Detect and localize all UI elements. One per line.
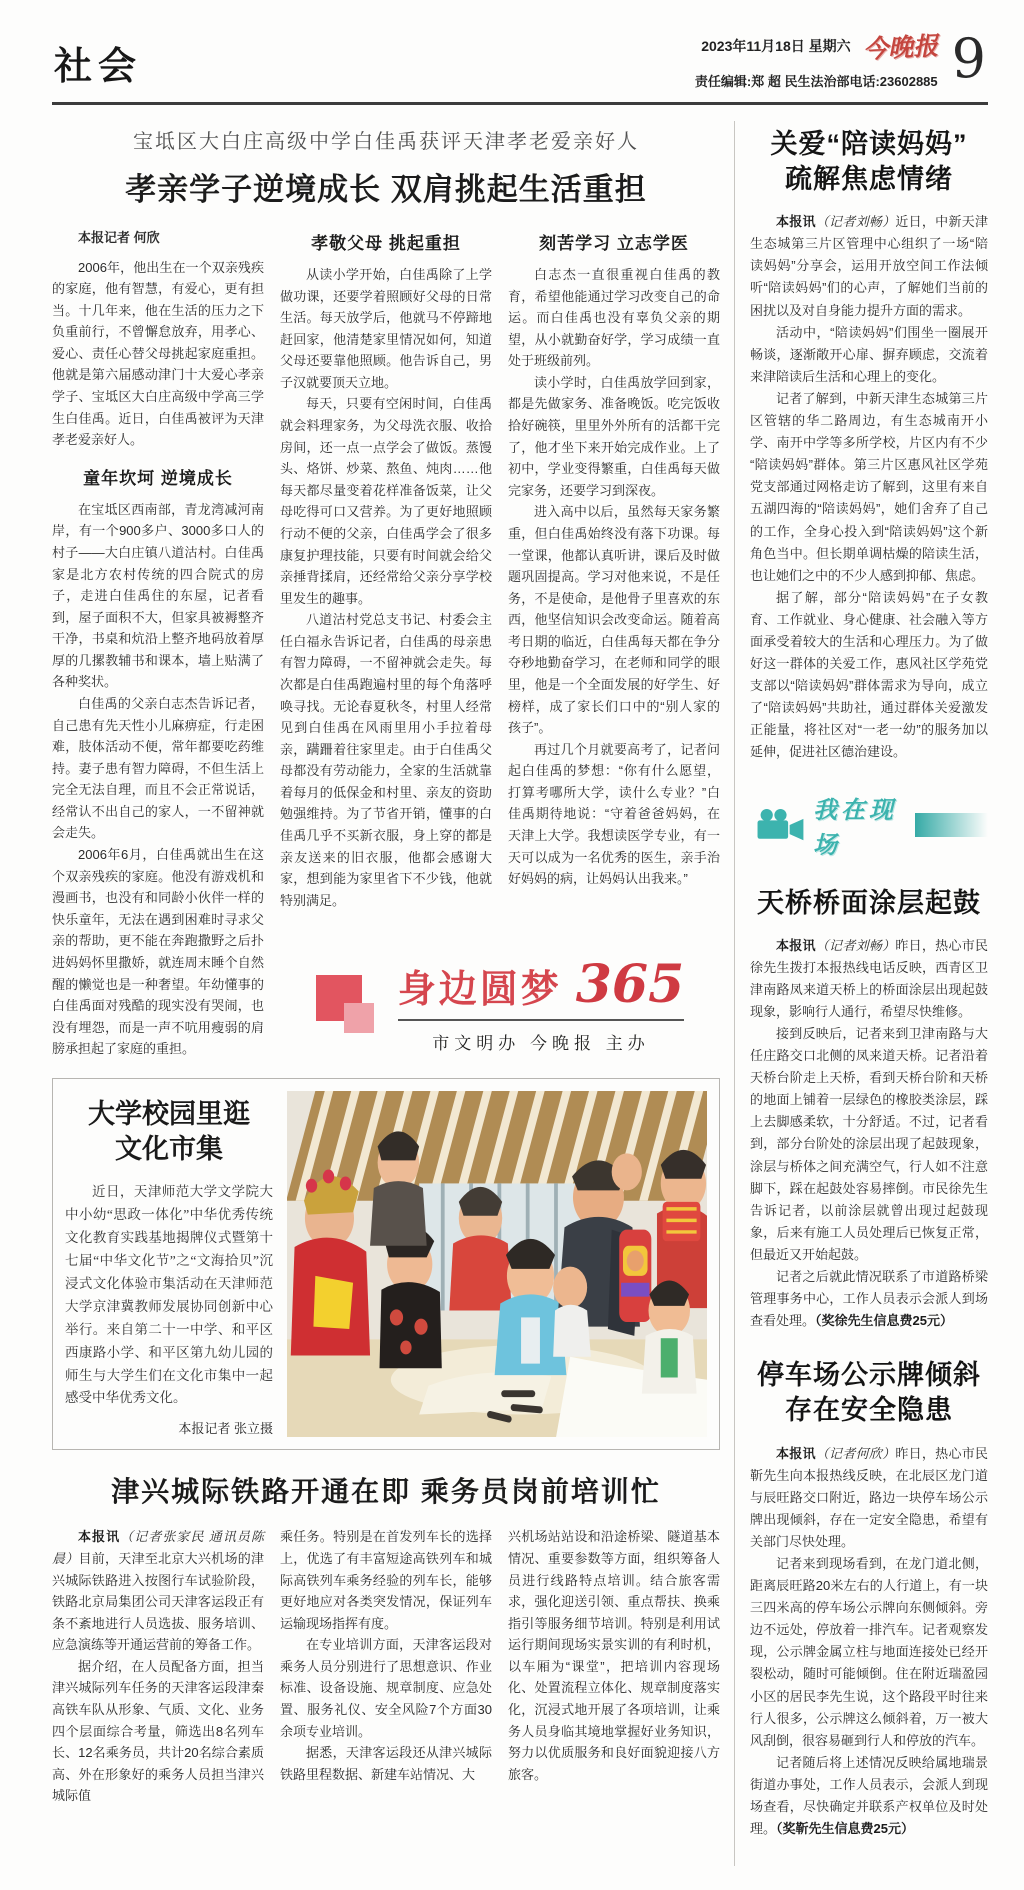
paragraph: 据了解，部分“陪读妈妈”在子女教育、工作就业、身心健康、社会融入等方面承受着较大的生活和心理压力。为了做好这一群体的关爱工作，惠风社区学苑党支部以“陪读妈妈”群体需求为导向，成立了“陪读妈妈”共助社，通过群体关爱激发正能量，将社区对“一老一幼”的服务加以延伸，促进社区德治建设。 bbox=[750, 589, 988, 760]
parking-title: 停车场公示牌倾斜 存在安全隐患 bbox=[757, 1360, 981, 1426]
dream365-rule bbox=[398, 1019, 685, 1021]
paragraph: 本报讯（记者刘畅）近日，中新天津生态城第三片区管理中心组织了一场“陪读妈妈”分享会，运用开放空间工作法倾听“陪读妈妈”们的心声，了解她们当前的困扰以及对自身能力提升方面的需求。 bbox=[750, 214, 988, 318]
railway-col2 bbox=[280, 1526, 492, 1807]
paragraph: 据悉，天津客运段还从津兴城际铁路里程数据、新建车站情况、大 bbox=[280, 1745, 492, 1782]
header-meta bbox=[695, 28, 986, 90]
railway-article bbox=[52, 1470, 720, 1807]
paragraph: 读小学时，白佳禹放学回到家，都是先做家务、准备晚饭。吃完饭收拾好碗筷，里里外外所有的活都干完了，他才坐下来开始完成作业。上了初中，学业变得繁重，白佳禹每天做完家务，还要学习到深夜。 bbox=[508, 374, 720, 498]
main-article-headline: 孝亲学子逆境成长 双肩挑起生活重担 bbox=[125, 172, 647, 207]
paragraph: 记者之后就此情况联系了市道路桥梁管理事务中心，工作人员表示会派人到场查看处理。（奖徐先生信息费25元） bbox=[750, 1269, 988, 1329]
paragraph: 从读小学开始，白佳禹除了上学做功课，还要学着照顾好父母的日常生活。每天放学后，他就马不停蹄地赶回家，他清楚家里情况如何，知道父母还要靠他照顾。他告诉自己，男子汉就要顶天立地。 bbox=[280, 267, 492, 390]
photo-credit: 本报记者 张立摄 bbox=[178, 1421, 273, 1437]
dream365-number: 365 bbox=[575, 953, 685, 1015]
paragraph: 进入高中以后，虽然每天家务繁重，但白佳禹始终没有落下功课。每一堂课，他都认真听讲，课后及时做题巩固提高。学习对他来说，不是任务，不是使命，是他骨子里喜欢的东西，他坚信知识会改变命运。随着高考日期的临近，白佳禹每天都在争分夺秒地勤奋学习，在老师和同学的眼里，他是一个全面发展的好学生、好榜样，成了家长们口中的“别人家的孩子”。 bbox=[508, 504, 720, 736]
paragraph: 在宝坻区西南部，青龙湾减河南岸，有一个900多户、3000多口人的村子——大白庄镇八道沽村。白佳禹家是北方农村传统的四合院式的房子，走进白佳禹住的东屋，记者看到，屋子面积不大，但家具被褥整齐干净，书桌和炕沿上整齐地码放着厚厚的几摞教辅书和课本，墙上贴满了各种奖状。 bbox=[52, 501, 264, 690]
scene-gradient-bar bbox=[915, 813, 988, 837]
moms-title: 关爱“陪读妈妈” 疏解焦虑情绪 bbox=[770, 129, 968, 195]
paragraph: 乘任务。特别是在首发列车长的选择上，优选了有丰富短途高铁列车和城际高铁列车乘务经验的列车长，能够更好地应对各类突发情况，保证列车运输现场指挥有度。 bbox=[280, 1529, 492, 1631]
railway-col3 bbox=[508, 1526, 720, 1807]
subhead-study: 刻苦学习 立志学医 bbox=[539, 234, 689, 253]
paragraph: 每天，只要有空闲时间，白佳禹就会料理家务，为父母洗衣服、收拾房间，还一点一点学会了做饭。蒸馒头、烙饼、炒菜、熬鱼、炖肉……他每天都尽量变着花样准备饭菜，让父母吃得可口又营养。为了更好地照顾行动不便的父亲，白佳禹学会了很多康复护理技能，只要有时间就会给父亲捶背揉肩，还经常给父亲分享学校里发生的趣事。 bbox=[280, 396, 492, 606]
paragraph: 本报讯（记者张家民 通讯员陈晨）目前，天津至北京大兴机场的津兴城际铁路进入按图行车试验阶段，铁路北京局集团公司天津客运段正有条不紊地进行人员选拔、服务培训、应急演练等开通运营前的筹备工作。 bbox=[52, 1529, 264, 1653]
page-number: 9 bbox=[951, 27, 986, 90]
paragraph: 本报讯（记者刘畅）昨日，热心市民徐先生拨打本报热线电话反映，西青区卫津南路凤来道天桥上的桥面涂层出现起鼓现象，影响行人通行，希望尽快维修。 bbox=[750, 937, 988, 1019]
culture-title: 大学校园里逛 文化市集 bbox=[88, 1098, 250, 1164]
reward-note: （奖徐先生信息费25元） bbox=[815, 1313, 953, 1329]
paragraph: 白佳禹的父亲白志杰告诉记者，自己患有先天性小儿麻痹症，行走困难，肢体活动不便，常年都要吃药维持。妻子患有智力障碍，不但生活上完全无法自理，而且不会正常说话，经常认不出自己的家人，一不留神就会走失。 bbox=[52, 695, 264, 841]
date-editor-block bbox=[695, 28, 938, 90]
paragraph: 据介绍，在人员配备方面，担当津兴城际列车任务的天津客运段津秦高铁车队从形象、气质、文化、业务四个层面综合考量，筛选出8名列车长、12名乘务员，共计20名综合素质高、外在形象好的乘务人员担当津兴城际值 bbox=[52, 1658, 264, 1804]
parking-article bbox=[750, 1358, 988, 1840]
main-article-kicker: 宝坻区大白庄高级中学白佳禹获评天津孝老爱亲好人 bbox=[133, 131, 639, 153]
left-column bbox=[52, 121, 720, 1866]
editor-line: 责任编辑:郑 超 民生法治部电话:23602885 bbox=[694, 74, 938, 89]
scene-label: 我在现场 bbox=[812, 797, 897, 859]
paragraph: 记者了解到，中新天津生态城第三片区管辖的华二路周边，有生态城南开小学、南开中学等多所学校，片区内有不少“陪读妈妈”群体。第三片区惠风社区学苑党支部通过网格走访了解到，这里有来自五湖四海的“陪读妈妈”，她们舍弃了自己的工作，全身心投入到“陪读妈妈”这个新角色当中。但长期单调枯燥的陪读生活，也让她们之中的不少人感到抑郁、焦虑。 bbox=[750, 390, 988, 583]
main-article-col2 bbox=[280, 227, 492, 932]
dream365-organizers: 市文明办 今晚报 主办 bbox=[432, 1033, 650, 1053]
right-column bbox=[734, 121, 988, 1866]
main-article-col3 bbox=[508, 227, 720, 932]
paragraph: 活动中，“陪读妈妈”们围坐一圈展开畅谈，逐渐敞开心扉、摒弃顾虑，交流着来津陪读后生活和心理上的变化。 bbox=[750, 324, 988, 384]
dream365-title: 身边圆梦 bbox=[397, 968, 562, 1011]
header-rule bbox=[52, 102, 988, 105]
culture-body: 近日，天津师范大学文学院大中小幼“思政一体化”中华优秀传统文化教育实践基地揭牌仪式暨第十七届“中华文化节”之“文海拾贝”沉浸式文化体验市集活动在天津师范大学京津冀教师发展协同创新中心举行。来自第二十一中学、和平区西康路小学、和平区第九幼儿园的师生与大学生们在文化市集中一起感受中华优秀文化。 bbox=[65, 1184, 273, 1406]
paragraph: 记者来到现场看到，在龙门道北侧，距离辰旺路20米左右的人行道上，有一块三四米高的停车场公示牌向东侧倾斜。旁边不远处，停放着一排汽车。记者观察发现，公示牌金属立柱与地面连接处已经开裂松动，随时可能倾倒。住在附近瑞盈园小区的居民李先生说，这个路段平时往来行人很多，公示牌这么倾斜着，万一被大风刮倒，很容易砸到行人和停放的汽车。 bbox=[750, 1555, 988, 1748]
section-title: 社会 bbox=[54, 46, 143, 88]
dream365-banner bbox=[290, 953, 710, 1054]
paragraph: 八道沽村党总支书记、村委会主任白福永告诉记者，白佳禹的母亲患有智力障碍，一不留神就会走失。每次都是白佳禹跑遍村里的每个角落呼唤寻找。无论春夏秋冬，村里人经常见到白佳禹在风雨里用小手拉着母亲，蹒跚着往家里走。由于白佳禹父母都没有劳动能力，全家的生活就靠着每月的低保金和村里、亲友的资助勉强维持。为了节省开销，懂事的白佳禹几乎不买新衣服，身上穿的都是亲友送来的旧衣服，他都会感谢大家，想到能为家里省下不少钱，他就特别满足。 bbox=[280, 612, 492, 908]
movie-camera-icon bbox=[756, 805, 805, 845]
subhead-childhood: 童年坎坷 逆境成长 bbox=[83, 468, 233, 488]
scene-banner bbox=[750, 790, 988, 860]
date-line: 2023年11月18日 星期六 bbox=[701, 38, 851, 54]
paragraph: 2006年，他出生在一个双亲残疾的家庭，他有智慧，有爱心，更有担当。十几年来，他在生活的压力之下负重前行，不曾懈怠放弃，用孝心、爱心、责任心替父母挑起家庭重担。他就是第六届感动津门十大爱心孝亲学子、宝坻区大白庄高级中学高三学生白佳禹。近日，白佳禹被评为天津孝老爱亲好人。 bbox=[52, 259, 264, 448]
news-photo-illustration bbox=[287, 1091, 707, 1438]
railway-col1 bbox=[52, 1526, 264, 1807]
moms-article bbox=[750, 127, 988, 764]
red-squares-icon bbox=[316, 975, 378, 1037]
paragraph: 记者随后将上述情况反映给属地瑞景街道办事处，工作人员表示，会派人到现场查看，尽快确定并联系产权单位及时处理。（奖靳先生信息费25元） bbox=[750, 1754, 988, 1837]
paragraph: 在专业培训方面，天津客运段对乘务人员分别进行了思想意识、作业标准、设备设施、规章制度、应急处置、服务礼仪、安全风险7个方面30余项专业培训。 bbox=[280, 1637, 492, 1739]
culture-market-article bbox=[52, 1078, 720, 1451]
bridge-article bbox=[750, 886, 988, 1333]
subhead-filial: 孝敬父母 挑起重担 bbox=[311, 234, 461, 253]
main-article-col1 bbox=[52, 227, 264, 1060]
page-header bbox=[52, 22, 988, 98]
paragraph: 接到反映后，记者来到卫津南路与大任庄路交口北侧的凤来道天桥。记者沿着天桥台阶走上天桥，看到天桥台阶和天桥的地面上铺着一层绿色的橡胶类涂层，踩上去脚感柔软，十分舒适。不过，记者看到，部分台阶处的涂层出现了起鼓现象，涂层与桥体之间充满空气，行人如不注意脚下，踩在起鼓处容易摔倒。市民徐先生告诉记者，以前涂层就曾出现过起鼓现象，后来有施工人员处理后已恢复正常，但最近又开始起鼓。 bbox=[750, 1026, 988, 1262]
news-photo bbox=[287, 1091, 707, 1438]
main-article bbox=[52, 125, 720, 1060]
paragraph: 再过几个月就要高考了，记者问起白佳禹的梦想：“你有什么愿望，打算考哪所大学，读什么专业？”白佳禹期待地说：“守着爸爸妈妈，在天津上大学。我想读医学专业，有一天可以成为一名优秀的医生，亲手治好妈妈的病，让妈妈认出我来。” bbox=[508, 741, 720, 887]
bridge-title: 天桥桥面涂层起鼓 bbox=[757, 887, 981, 918]
paragraph: 白志杰一直很重视白佳禹的教育，希望他能通过学习改变自己的命运。而白佳禹也没有辜负父亲的期望，从小就勤奋好学，学习成绩一直处于班级前列。 bbox=[508, 267, 720, 369]
paragraph: 2006年6月，白佳禹就出生在这个双亲残疾的家庭。他没有游戏机和漫画书，也没有和同龄小伙伴一样的快乐童年，无法在遇到困难时寻求父亲的帮助，更不能在奔跑撒野之后扑进妈妈怀里撒娇，就连周末睡个自然醒的懒觉也是一种奢望。年幼懂事的白佳禹面对残酷的现实没有哭闹，也没有埋怨，而是一声不吭用瘦弱的肩膀承担起了家庭的重担。 bbox=[52, 847, 264, 1057]
paragraph: 本报讯（记者何欣）昨日，热心市民靳先生向本报热线反映，在北辰区龙门道与辰旺路交口附近，路边一块停车场公示牌出现倾斜，存在一定安全隐患，希望有关部门尽快处理。 bbox=[750, 1445, 988, 1549]
byline: 本报记者 何欣 bbox=[78, 230, 160, 245]
masthead-logo: 今晚报 bbox=[861, 31, 939, 64]
reward-note: （奖靳先生信息费25元） bbox=[776, 1821, 914, 1837]
railway-headline: 津兴城际铁路开通在即 乘务员岗前培训忙 bbox=[111, 1476, 661, 1508]
paragraph: 兴机场站站设和沿途桥梁、隧道基本情况、重要参数等方面，组织筹备人员进行线路特点培训。结合旅客需求，强化迎送引领、重点帮扶、换乘指引等服务细节培训。特别是利用试运行期间现场实景实训的有利时机，以车厢为“课堂”，把培训内容现场化、处置流程立体化、规章制度落实化，沉浸式地开展了各项培训，让乘务人员身临其境地掌握好业务知识，努力以优质服务和良好面貌迎接八方旅客。 bbox=[508, 1529, 720, 1782]
